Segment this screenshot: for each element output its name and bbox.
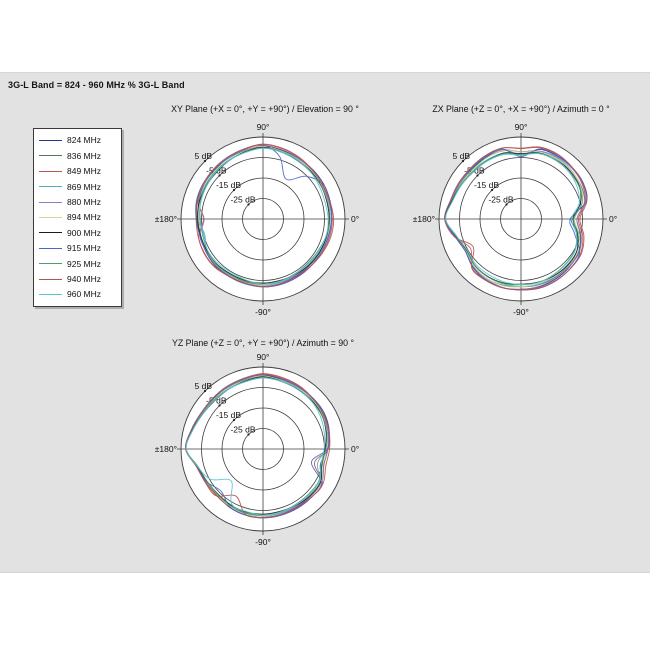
legend-item: [39, 196, 116, 208]
polar-plot-zx: [403, 101, 639, 337]
db-tick-label: -25 dB: [230, 424, 256, 435]
legend-item: [39, 227, 116, 239]
db-tick-label: -25 dB: [488, 194, 514, 205]
legend-item-label: 836 MHz: [67, 150, 102, 161]
db-tick-label: 5 dB: [452, 151, 471, 162]
angle-label-right: 0°: [351, 214, 360, 224]
legend-color-line: [39, 248, 62, 249]
angle-label-left: ±180°: [154, 444, 177, 454]
yz-plot-title: YZ Plane (+Z = 0°, +Y = +90°) / Azimuth = 90 °: [171, 338, 355, 348]
legend-item: [39, 165, 116, 177]
band-title: 3G-L Band = 824 - 960 MHz % 3G-L Band: [8, 80, 185, 90]
legend-item-label: 869 MHz: [67, 181, 102, 192]
legend-item-label: 900 MHz: [67, 227, 102, 238]
db-tick-label: -5 dB: [206, 395, 227, 406]
legend-color-line: [39, 155, 62, 156]
legend-color-line: [39, 202, 62, 203]
frequency-legend: [33, 128, 122, 307]
legend-item-label: 925 MHz: [67, 258, 102, 269]
legend-item-label: 940 MHz: [67, 274, 102, 285]
polar-plot-yz: [145, 331, 381, 567]
legend-item: [39, 134, 116, 146]
db-tick-label: -25 dB: [230, 194, 256, 205]
legend-item-label: 849 MHz: [67, 166, 102, 177]
legend-item: [39, 273, 116, 285]
xy-plot-title: XY Plane (+X = 0°, +Y = +90°) / Elevation = 90 °: [171, 104, 359, 114]
legend-item: [39, 258, 116, 270]
angle-label-left: ±180°: [154, 214, 177, 224]
angle-label-right: 0°: [351, 444, 360, 454]
legend-color-line: [39, 279, 62, 280]
legend-item-label: 880 MHz: [67, 197, 102, 208]
db-tick-label: 5 dB: [194, 151, 213, 162]
db-tick-label: -15 dB: [215, 410, 242, 421]
legend-color-line: [39, 263, 62, 264]
legend-item: [39, 211, 116, 223]
angle-label-top: 90°: [256, 122, 270, 132]
legend-color-line: [39, 171, 62, 172]
legend-color-line: [39, 294, 62, 295]
legend-item-label: 960 MHz: [67, 289, 102, 300]
db-tick-label: -15 dB: [473, 180, 500, 191]
db-tick-label: -15 dB: [215, 180, 242, 191]
angle-label-right: 0°: [609, 214, 618, 224]
angle-label-left: ±180°: [412, 214, 435, 224]
angle-label-top: 90°: [514, 122, 528, 132]
legend-item-label: 824 MHz: [67, 135, 102, 146]
legend-color-line: [39, 186, 62, 187]
legend-color-line: [39, 232, 62, 233]
angle-label-bottom: -90°: [255, 537, 271, 547]
angle-label-top: 90°: [256, 352, 270, 362]
db-tick-label: -5 dB: [464, 165, 485, 176]
legend-color-line: [39, 140, 62, 141]
legend-item: [39, 181, 116, 193]
legend-item: [39, 242, 116, 254]
legend-item: [39, 288, 116, 300]
legend-item-label: 894 MHz: [67, 212, 102, 223]
legend-color-line: [39, 217, 62, 218]
db-tick-label: -5 dB: [206, 165, 227, 176]
polar-plot-xy: [145, 101, 381, 337]
angle-label-bottom: -90°: [513, 307, 529, 317]
legend-item-label: 915 MHz: [67, 243, 102, 254]
angle-label-bottom: -90°: [255, 307, 271, 317]
legend-item: [39, 150, 116, 162]
db-tick-label: 5 dB: [194, 381, 213, 392]
zx-plot-title: ZX Plane (+Z = 0°, +X = +90°) / Azimuth = 0 °: [432, 104, 610, 114]
